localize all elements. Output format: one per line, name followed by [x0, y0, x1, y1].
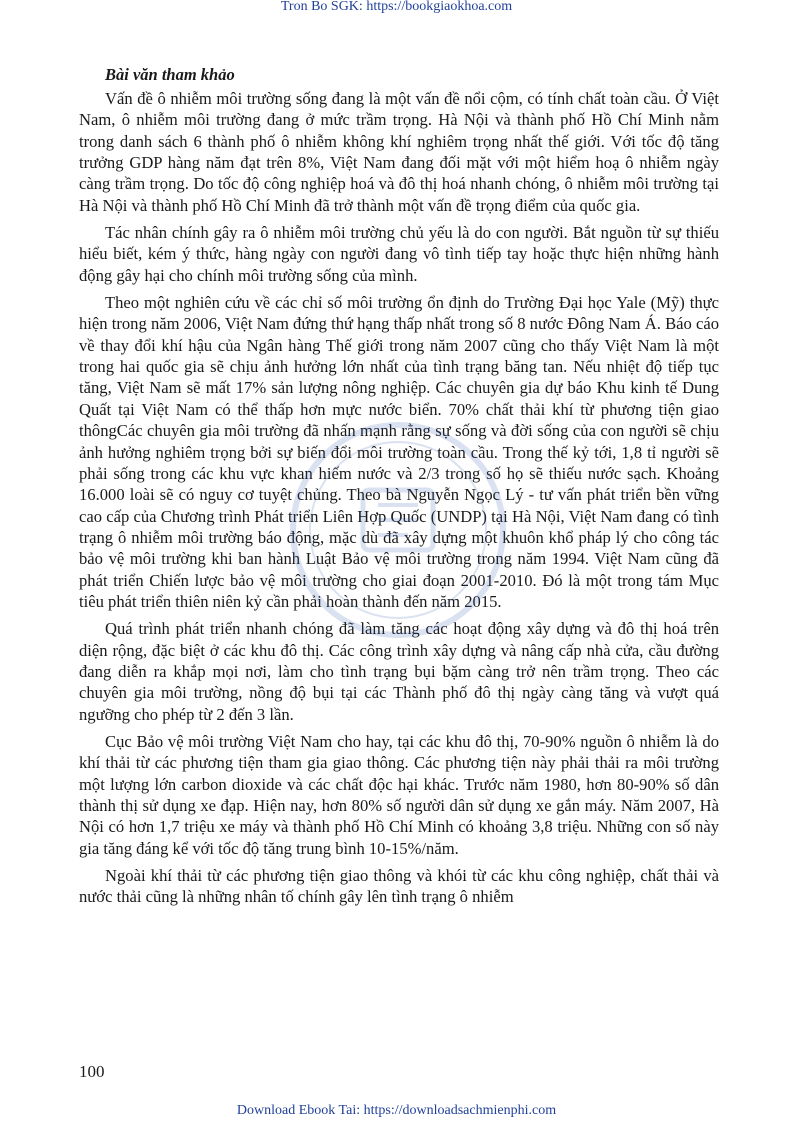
top-banner	[0, 0, 793, 14]
page-number: 100	[79, 1062, 105, 1081]
bottom-banner-link[interactable]: https://downloadsachmienphi.com	[363, 1103, 557, 1118]
bottom-banner-label: Download Ebook Tai:	[236, 1103, 361, 1118]
section-title: Bài văn tham khảo	[105, 65, 235, 84]
paragraph-3: Theo một nghiên cứu về các chỉ số môi trường ổn định do Trường Đại học Yale (Mỹ) thực hiện trong năm 2006, Việt Nam đứng thứ hạng thấp nhất trong số 8 nước Đông Nam Á. Báo cáo về thay đổi khí hậu của Ngân hàng Thế giới trong năm 2007 cũng cho thấy Việt Nam là một trong hai quốc gia sẽ chịu ảnh hưởng lớn nhất của tình trạng băng tan. Nếu nhiệt độ tiếp tục tăng, Việt Nam sẽ mất 17% sản lượng nông nghiệp. Các chuyên gia dự báo Khu kinh tế Dung Quất tại Việt Nam có thể thấp hơn mực nước biển. 70% chất thải khí từ phương tiện giao thôngCác chuyên gia môi trường đã nhấn mạnh rằng sự sống và đời sống của con người sẽ chịu ảnh hưởng nghiêm trọng bởi sự biến đổi môi trường toàn cầu. Trong thế kỷ tới, 1,8 tỉ người sẽ phải sống trong các khu vực khan hiếm nước và 2/3 trong số họ sẽ thiếu nước sạch. Khoảng 16.000 loài sẽ có nguy cơ tuyệt chủng. Theo bà Nguyễn Ngọc Lý - tư vấn phát triển bền vững cao cấp của Chương trình Phát triển Liên Hợp Quốc (UNDP) tại Hà Nội, Việt Nam đang có tình trạng ô nhiễm môi trường báo động, mặc dù đã xây dựng một khuôn khổ pháp lý cho công tác bảo vệ môi trường khi ban hành Luật Bảo vệ môi trường trong năm 1994. Việt Nam cũng đã phát triển Chiến lược bảo vệ môi trường cho giai đoạn 2001-2010. Đó là một trong tám Mục tiêu phát triển thiên niên kỷ cần phải hoàn thành đến năm 2015.	[79, 293, 719, 611]
top-banner-link[interactable]: https://bookgiaokhoa.com	[366, 0, 513, 14]
paragraph-5: Cục Bảo vệ môi trường Việt Nam cho hay, tại các khu đô thị, 70-90% nguồn ô nhiễm là do khí thải từ các phương tiện tham gia giao thông. Các phương tiện này phải thải ra môi trường một lượng lớn carbon dioxide và các chất độc hại khác. Trước năm 1980, hơn 80-90% số dân thành thị sử dụng xe đạp. Hiện nay, hơn 80% số người dân sử dụng xe gắn máy. Năm 2007, Hà Nội có hơn 1,7 triệu xe máy và thành phố Hồ Chí Minh có khoảng 3,8 triệu. Những con số này gia tăng đáng kể với tốc độ tăng trung bình 10-15%/năm.	[79, 731, 719, 858]
paragraph-6: Ngoài khí thải từ các phương tiện giao thông và khói từ các khu công nghiệp, chất thải và nước thải cũng là những nhân tố chính gây lên tình trạng ô nhiễm	[79, 866, 719, 907]
paragraph-1: Vấn đề ô nhiễm môi trường sống đang là một vấn đề nổi cộm, có tính chất toàn cầu. Ở Việt Nam, ô nhiễm môi trường đang ở mức trầm trọng. Hà Nội và thành phố Hồ Chí Minh nằm trong danh sách 6 thành phố ô nhiễm không khí nghiêm trọng nhất thế giới. Với tốc độ tăng trưởng GDP hàng năm đạt trên 8%, Việt Nam đang đối mặt với một hiểm hoạ ô nhiễm ngày càng trầm trọng. Do tốc độ công nghiệp hoá và đô thị hoá nhanh chóng, ô nhiễm môi trường tại Hà Nội và thành phố Hồ Chí Minh đã trở thành một vấn đề trọng điểm của quốc gia.	[79, 89, 719, 215]
paragraph-4: Quá trình phát triển nhanh chóng đã làm tăng các hoạt động xây dựng và đô thị hoá trên diện rộng, đặc biệt ở các khu đô thị. Các công trình xây dựng và nâng cấp nhà cửa, cầu đường đang diễn ra khắp mọi nơi, làm cho tình trạng bụi bặm càng trở nên trầm trọng. Theo các chuyên gia môi trường, nồng độ bụi tại các Thành phố đô thị ngày càng tăng và vượt quá ngưỡng cho phép từ 2 đến 3 lần.	[79, 619, 719, 724]
bottom-banner	[0, 1104, 793, 1118]
page-content	[79, 64, 719, 908]
top-banner-label: Tron Bo SGK:	[280, 0, 363, 14]
paragraph-2: Tác nhân chính gây ra ô nhiễm môi trường chủ yếu là do con người. Bắt nguồn từ sự thiếu hiểu biết, kém ý thức, hàng ngày con người đang vô tình tiếp tay hoặc thực hiện những hành động gây hại cho chính môi trường sống của mình.	[79, 223, 719, 285]
